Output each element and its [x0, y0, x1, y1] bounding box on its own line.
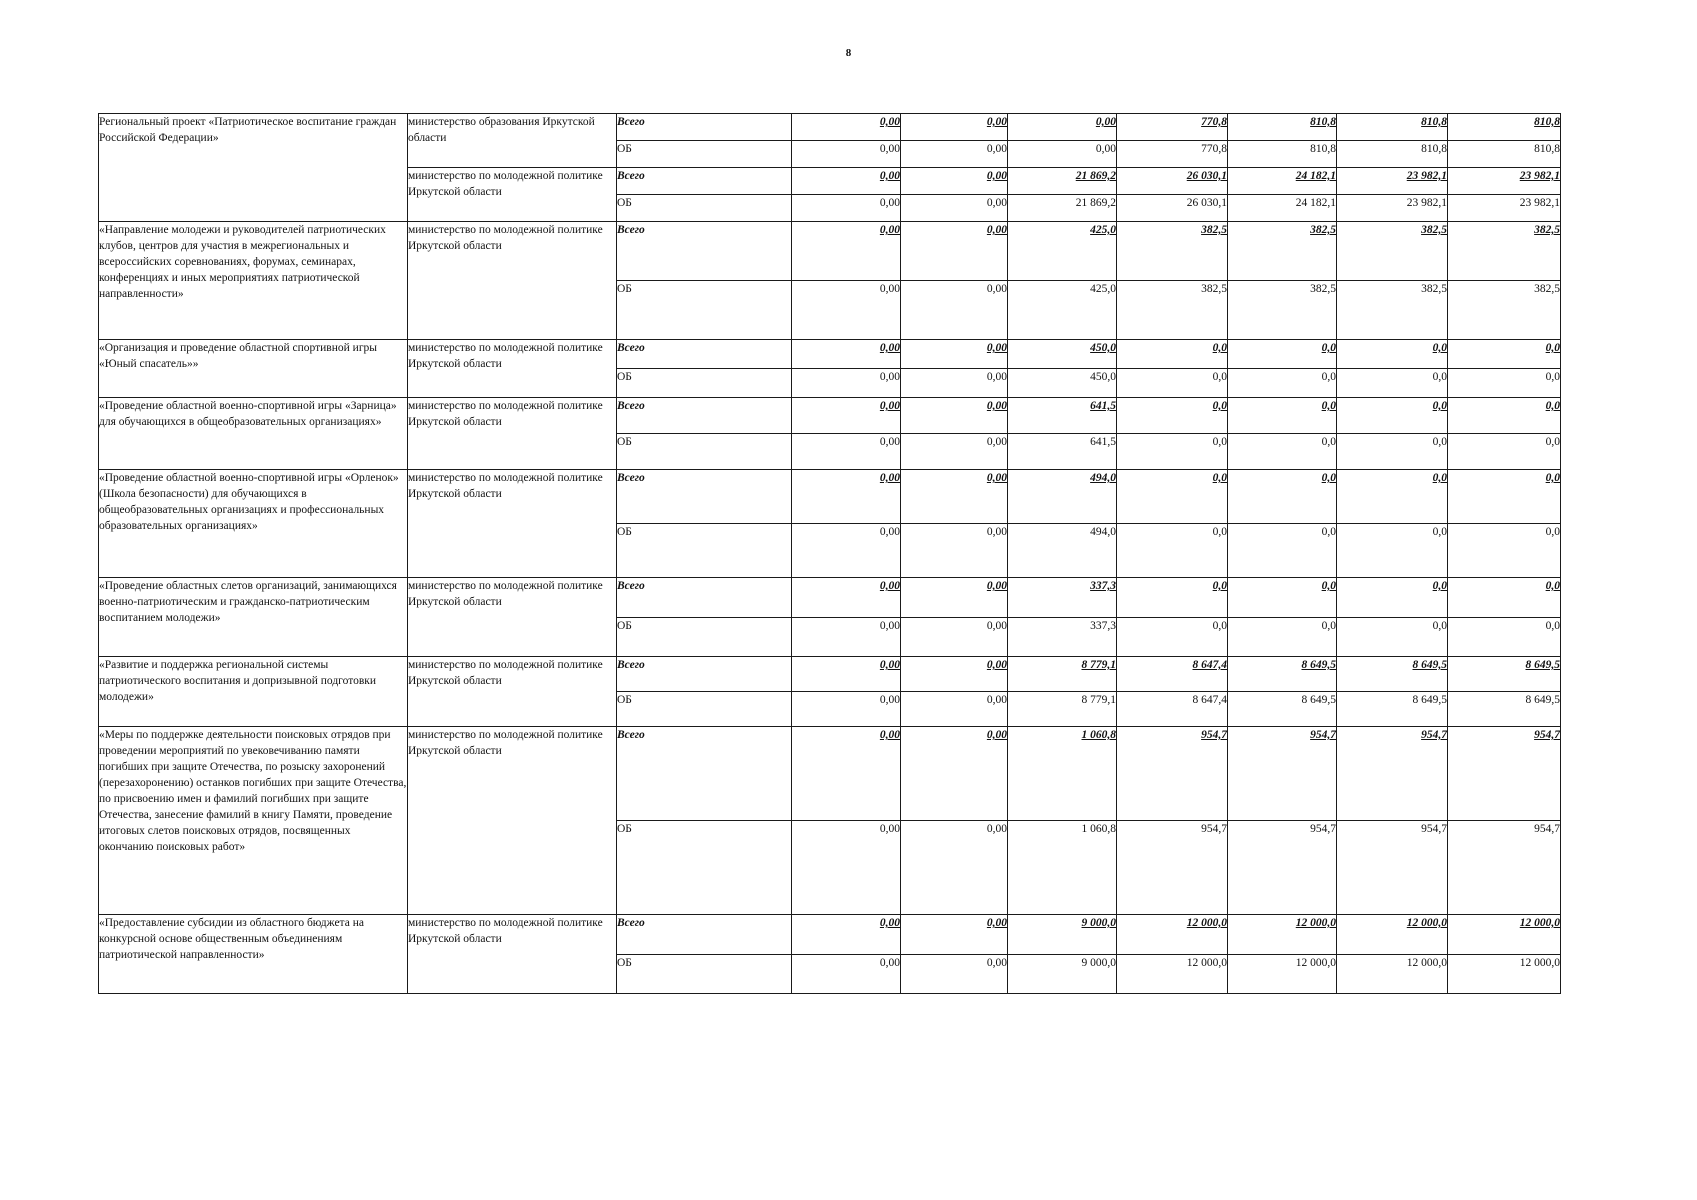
value-total: 0,00: [901, 657, 1008, 692]
value-ob: 0,00: [792, 195, 901, 222]
value-ob: 0,00: [901, 618, 1008, 657]
value-ob: 12 000,0: [1448, 955, 1561, 994]
activity-name: Региональный проект «Патриотическое воспитание граждан Российской Федерации»: [99, 114, 408, 222]
value-total: 810,8: [1448, 114, 1561, 141]
table-row: [99, 222, 1561, 281]
value-total: 9 000,0: [1008, 915, 1117, 955]
budget-table-body: [99, 114, 1561, 994]
value-total: 954,7: [1448, 727, 1561, 821]
value-total: 382,5: [1117, 222, 1228, 281]
value-total: 0,00: [792, 168, 901, 195]
source-label-total: Всего: [617, 657, 792, 692]
executor-name: министерство по молодежной политике Иркутской области: [408, 657, 617, 727]
value-total: 0,00: [901, 222, 1008, 281]
value-ob: 24 182,1: [1228, 195, 1337, 222]
table-row: [99, 657, 1561, 692]
value-total: 0,0: [1337, 340, 1448, 369]
value-ob: 954,7: [1117, 821, 1228, 915]
value-total: 0,00: [792, 915, 901, 955]
value-total: 0,0: [1448, 398, 1561, 434]
executor-name: министерство по молодежной политике Иркутской области: [408, 340, 617, 398]
value-total: 954,7: [1337, 727, 1448, 821]
value-ob: 0,00: [901, 434, 1008, 470]
value-total: 0,00: [901, 114, 1008, 141]
value-ob: 0,00: [901, 692, 1008, 727]
value-total: 382,5: [1337, 222, 1448, 281]
value-ob: 12 000,0: [1117, 955, 1228, 994]
value-ob: 0,0: [1448, 524, 1561, 578]
source-label-total: Всего: [617, 915, 792, 955]
value-ob: 0,0: [1337, 369, 1448, 398]
value-total: 382,5: [1228, 222, 1337, 281]
value-total: 0,00: [792, 578, 901, 618]
activity-name: «Проведение областных слетов организаций, занимающихся военно-патриотическим и гражданско-патриотическим воспитанием молодежи»: [99, 578, 408, 657]
value-ob: 8 649,5: [1448, 692, 1561, 727]
value-ob: 0,0: [1228, 434, 1337, 470]
value-ob: 0,00: [792, 141, 901, 168]
source-label-total: Всего: [617, 578, 792, 618]
value-total: 0,00: [792, 114, 901, 141]
value-total: 0,0: [1228, 578, 1337, 618]
value-total: 494,0: [1008, 470, 1117, 524]
value-total: 425,0: [1008, 222, 1117, 281]
value-total: 0,0: [1117, 398, 1228, 434]
value-total: 0,00: [901, 727, 1008, 821]
value-ob: 382,5: [1228, 281, 1337, 340]
source-label-total: Всего: [617, 340, 792, 369]
value-ob: 0,0: [1228, 618, 1337, 657]
value-ob: 382,5: [1117, 281, 1228, 340]
value-total: 0,0: [1117, 470, 1228, 524]
value-ob: 425,0: [1008, 281, 1117, 340]
activity-name: «Проведение областной военно-спортивной игры «Зарница» для обучающихся в общеобразовательных организациях»: [99, 398, 408, 470]
table-row: [99, 398, 1561, 434]
value-ob: 0,0: [1228, 369, 1337, 398]
value-ob: 0,00: [1008, 141, 1117, 168]
source-label-ob: ОБ: [617, 281, 792, 340]
value-ob: 26 030,1: [1117, 195, 1228, 222]
activity-name: «Предоставление субсидии из областного бюджета на конкурсной основе общественным объединениям патриотической направленности»: [99, 915, 408, 994]
executor-name: министерство по молодежной политике Иркутской области: [408, 470, 617, 578]
value-ob: 0,00: [792, 434, 901, 470]
value-ob: 0,0: [1117, 618, 1228, 657]
value-ob: 8 779,1: [1008, 692, 1117, 727]
executor-name: министерство образования Иркутской области: [408, 114, 617, 168]
value-total: 0,0: [1228, 340, 1337, 369]
value-total: 954,7: [1117, 727, 1228, 821]
value-ob: 9 000,0: [1008, 955, 1117, 994]
value-ob: 810,8: [1337, 141, 1448, 168]
value-ob: 0,00: [792, 821, 901, 915]
value-total: 12 000,0: [1337, 915, 1448, 955]
source-label-ob: ОБ: [617, 821, 792, 915]
value-ob: 12 000,0: [1228, 955, 1337, 994]
value-total: 0,0: [1337, 398, 1448, 434]
value-ob: 8 647,4: [1117, 692, 1228, 727]
value-ob: 0,00: [901, 141, 1008, 168]
value-total: 8 649,5: [1448, 657, 1561, 692]
value-ob: 0,00: [901, 955, 1008, 994]
source-label-ob: ОБ: [617, 141, 792, 168]
value-total: 0,0: [1117, 578, 1228, 618]
value-ob: 382,5: [1448, 281, 1561, 340]
executor-name: министерство по молодежной политике Иркутской области: [408, 727, 617, 915]
value-ob: 954,7: [1337, 821, 1448, 915]
value-total: 8 649,5: [1337, 657, 1448, 692]
executor-name: министерство по молодежной политике Иркутской области: [408, 398, 617, 470]
value-ob: 0,0: [1448, 434, 1561, 470]
value-ob: 494,0: [1008, 524, 1117, 578]
value-total: 450,0: [1008, 340, 1117, 369]
activity-name: «Организация и проведение областной спортивной игры «Юный спасатель»»: [99, 340, 408, 398]
value-ob: 382,5: [1337, 281, 1448, 340]
value-ob: 8 649,5: [1337, 692, 1448, 727]
value-ob: 810,8: [1228, 141, 1337, 168]
source-label-total: Всего: [617, 398, 792, 434]
value-total: 0,0: [1228, 398, 1337, 434]
activity-name: «Направление молодежи и руководителей патриотических клубов, центров для участия в межрегиональных и всероссийских соревнованиях, форумах, семинарах, конференциях и иных мероприятиях патриотической направленности»: [99, 222, 408, 340]
budget-table: [98, 113, 1561, 994]
value-total: 0,0: [1337, 578, 1448, 618]
value-ob: 0,00: [792, 955, 901, 994]
value-ob: 23 982,1: [1337, 195, 1448, 222]
value-ob: 450,0: [1008, 369, 1117, 398]
value-total: 954,7: [1228, 727, 1337, 821]
value-ob: 0,0: [1448, 369, 1561, 398]
value-total: 23 982,1: [1337, 168, 1448, 195]
value-total: 0,00: [792, 470, 901, 524]
activity-name: «Меры по поддержке деятельности поисковых отрядов при проведении мероприятий по увековечиванию памяти погибших при защите Отечества, по розыску захоронений (перезахоронению) останков погибших при защите Отечества, по присвоению имен и фамилий погибших при защите Отечества, занесение фамилий в книгу Памяти, проведение итоговых слетов поисковых отрядов, посвященных окончанию поисковых работ»: [99, 727, 408, 915]
value-ob: 0,0: [1117, 369, 1228, 398]
value-total: 0,00: [901, 578, 1008, 618]
value-total: 382,5: [1448, 222, 1561, 281]
source-label-total: Всего: [617, 114, 792, 141]
executor-name: министерство по молодежной политике Иркутской области: [408, 578, 617, 657]
value-total: 8 647,4: [1117, 657, 1228, 692]
value-ob: 0,0: [1448, 618, 1561, 657]
value-total: 810,8: [1337, 114, 1448, 141]
value-total: 641,5: [1008, 398, 1117, 434]
value-ob: 0,0: [1228, 524, 1337, 578]
page-number: 8: [845, 47, 852, 59]
source-label-total: Всего: [617, 470, 792, 524]
value-ob: 0,00: [901, 195, 1008, 222]
value-ob: 0,0: [1117, 524, 1228, 578]
value-ob: 0,00: [792, 524, 901, 578]
value-ob: 0,00: [792, 618, 901, 657]
value-ob: 0,0: [1337, 524, 1448, 578]
source-label-total: Всего: [617, 168, 792, 195]
value-total: 0,00: [901, 470, 1008, 524]
value-ob: 21 869,2: [1008, 195, 1117, 222]
value-ob: 0,00: [901, 369, 1008, 398]
activity-name: «Развитие и поддержка региональной системы патриотического воспитания и допризывной подготовки молодежи»: [99, 657, 408, 727]
value-ob: 954,7: [1228, 821, 1337, 915]
value-ob: 0,00: [792, 281, 901, 340]
value-ob: 1 060,8: [1008, 821, 1117, 915]
value-total: 337,3: [1008, 578, 1117, 618]
table-row: [99, 340, 1561, 369]
value-ob: 8 649,5: [1228, 692, 1337, 727]
value-ob: 0,00: [792, 369, 901, 398]
value-ob: 810,8: [1448, 141, 1561, 168]
value-ob: 0,00: [792, 692, 901, 727]
value-total: 12 000,0: [1117, 915, 1228, 955]
value-ob: 954,7: [1448, 821, 1561, 915]
value-total: 23 982,1: [1448, 168, 1561, 195]
value-total: 0,00: [792, 727, 901, 821]
value-total: 21 869,2: [1008, 168, 1117, 195]
source-label-ob: ОБ: [617, 434, 792, 470]
value-total: 0,0: [1337, 470, 1448, 524]
value-total: 0,00: [901, 168, 1008, 195]
value-total: 0,00: [792, 398, 901, 434]
source-label-ob: ОБ: [617, 955, 792, 994]
value-ob: 770,8: [1117, 141, 1228, 168]
table-row: [99, 727, 1561, 821]
executor-name: министерство по молодежной политике Иркутской области: [408, 168, 617, 222]
value-total: 0,0: [1448, 470, 1561, 524]
value-ob: 0,00: [901, 821, 1008, 915]
source-label-ob: ОБ: [617, 369, 792, 398]
source-label-ob: ОБ: [617, 692, 792, 727]
value-total: 1 060,8: [1008, 727, 1117, 821]
value-total: 12 000,0: [1448, 915, 1561, 955]
value-ob: 0,00: [901, 281, 1008, 340]
value-total: 0,0: [1228, 470, 1337, 524]
source-label-total: Всего: [617, 222, 792, 281]
value-total: 770,8: [1117, 114, 1228, 141]
value-total: 26 030,1: [1117, 168, 1228, 195]
value-total: 24 182,1: [1228, 168, 1337, 195]
value-total: 0,00: [901, 915, 1008, 955]
value-total: 0,00: [901, 340, 1008, 369]
value-ob: 0,00: [901, 524, 1008, 578]
source-label-ob: ОБ: [617, 618, 792, 657]
table-row: [99, 578, 1561, 618]
value-ob: 337,3: [1008, 618, 1117, 657]
value-total: 0,00: [792, 657, 901, 692]
value-total: 0,0: [1117, 340, 1228, 369]
value-ob: 0,0: [1337, 618, 1448, 657]
value-total: 0,00: [901, 398, 1008, 434]
value-total: 810,8: [1228, 114, 1337, 141]
table-row: [99, 470, 1561, 524]
executor-name: министерство по молодежной политике Иркутской области: [408, 222, 617, 340]
executor-name: министерство по молодежной политике Иркутской области: [408, 915, 617, 994]
value-total: 8 779,1: [1008, 657, 1117, 692]
source-label-total: Всего: [617, 727, 792, 821]
table-row: [99, 114, 1561, 141]
value-total: 12 000,0: [1228, 915, 1337, 955]
value-total: 8 649,5: [1228, 657, 1337, 692]
value-total: 0,00: [1008, 114, 1117, 141]
value-ob: 641,5: [1008, 434, 1117, 470]
value-total: 0,00: [792, 222, 901, 281]
table-row: [99, 915, 1561, 955]
value-ob: 0,0: [1117, 434, 1228, 470]
value-total: 0,00: [792, 340, 901, 369]
value-ob: 12 000,0: [1337, 955, 1448, 994]
value-total: 0,0: [1448, 340, 1561, 369]
source-label-ob: ОБ: [617, 195, 792, 222]
activity-name: «Проведение областной военно-спортивной игры «Орленок» (Школа безопасности) для обучающихся в общеобразовательных организациях и профессиональных образовательных организациях»: [99, 470, 408, 578]
source-label-ob: ОБ: [617, 524, 792, 578]
value-ob: 0,0: [1337, 434, 1448, 470]
value-total: 0,0: [1448, 578, 1561, 618]
value-ob: 23 982,1: [1448, 195, 1561, 222]
